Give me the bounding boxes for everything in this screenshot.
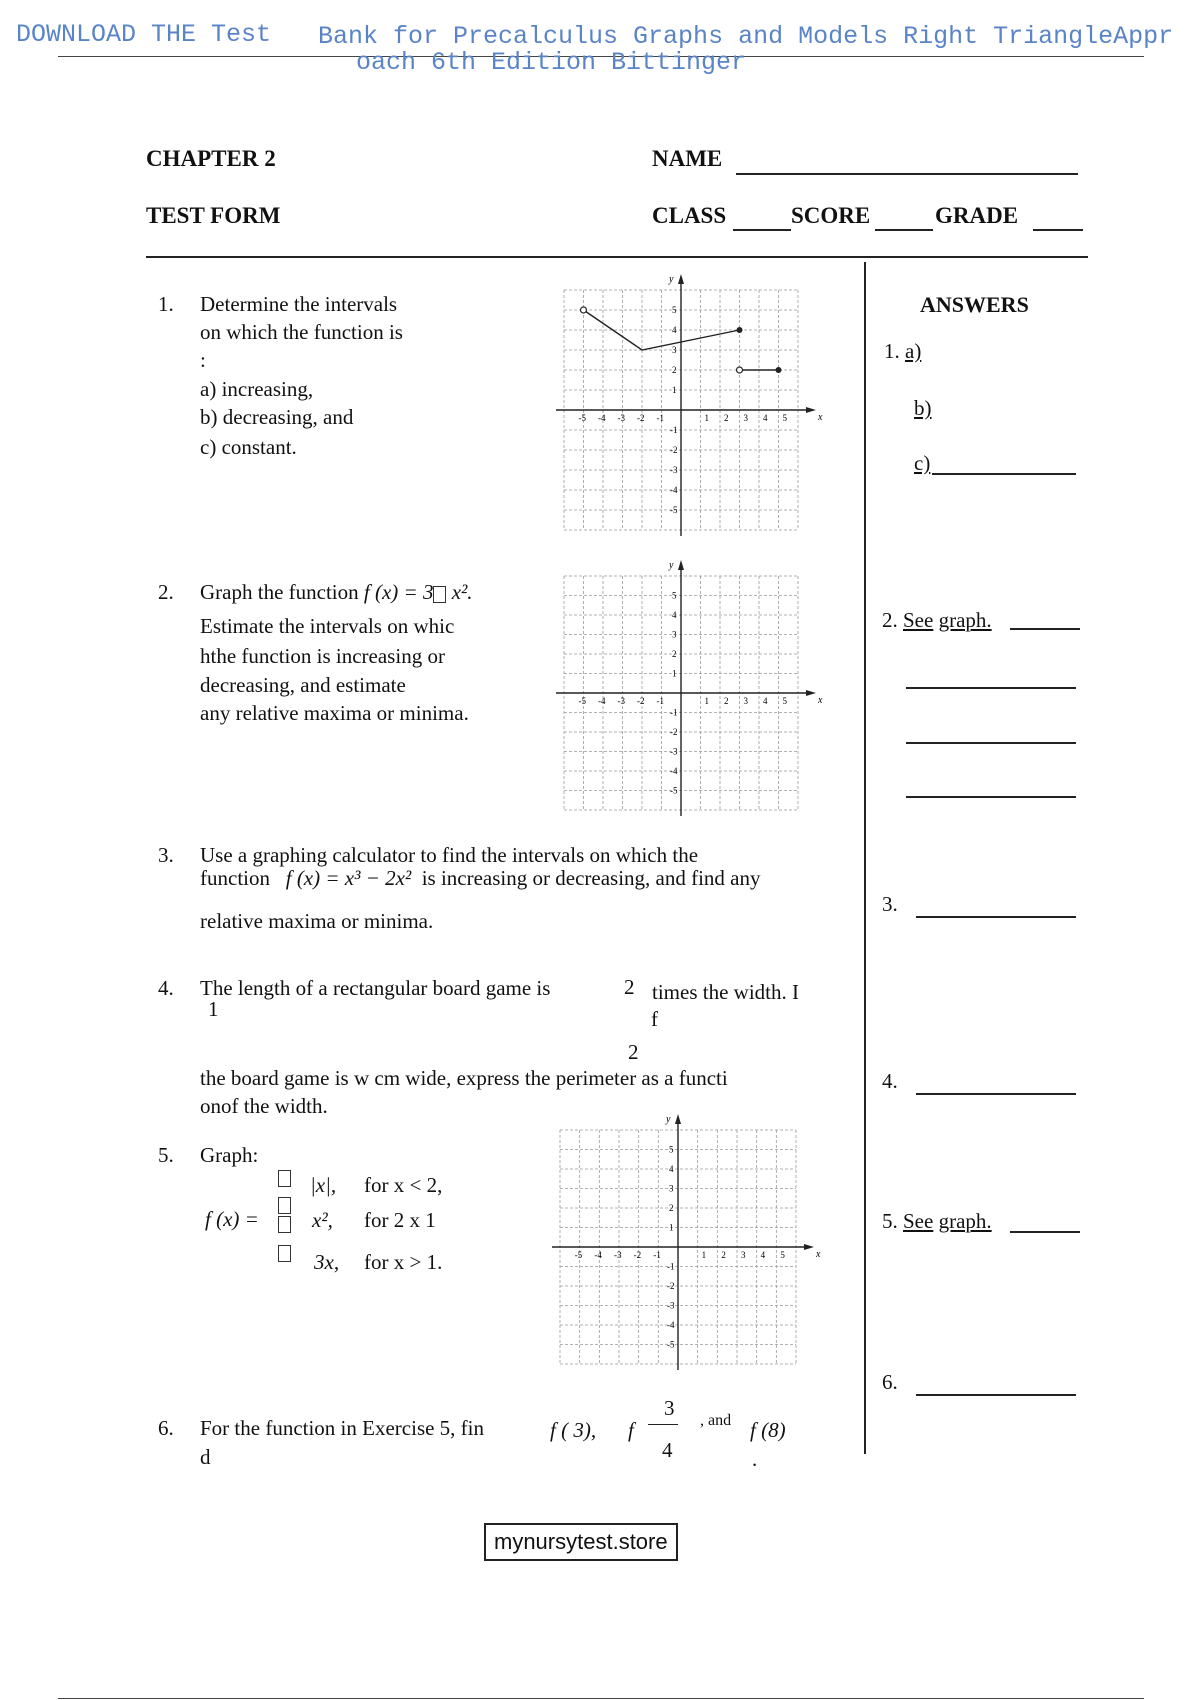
q1-open-endpoint: [737, 367, 743, 373]
y-tick-label: -2: [667, 1281, 675, 1291]
q5-case1-condition: for x < 2,: [364, 1173, 443, 1197]
x-tick-label: -1: [656, 413, 664, 423]
q1-number: 1.: [158, 292, 174, 316]
q2-line3: hthe function is increasing or: [200, 644, 445, 668]
q2-line5: any relative maxima or minima.: [200, 701, 469, 725]
y-tick-label: -3: [670, 746, 678, 757]
y-tick-label: 4: [669, 1164, 674, 1174]
q4-line1: The length of a rectangular board game is: [200, 976, 551, 1000]
class-label: CLASS: [652, 203, 727, 228]
q3-line2: [200, 866, 761, 891]
q6-line1-d: d: [200, 1445, 211, 1469]
x-axis-label: x: [816, 1249, 821, 1260]
answer-5-see: See: [903, 1209, 934, 1233]
y-tick-label: -4: [667, 1320, 675, 1330]
q2-line2: Estimate the intervals on whic: [200, 614, 455, 638]
q3-line2-end: is increasing or decreasing, and find any: [421, 866, 761, 890]
x-tick-label: -1: [656, 696, 664, 706]
q3-function: f (x) = x³ − 2x²: [285, 866, 412, 890]
q1-part-b: b) decreasing, and: [200, 405, 354, 429]
answer-2-number: 2.: [882, 608, 898, 632]
q6-fraction-bar: [648, 1424, 678, 1425]
watermark-box: mynursytest.store: [484, 1523, 678, 1561]
y-tick-label: -1: [670, 425, 678, 435]
answer-1c: [914, 451, 930, 476]
q6-line1: For the function in Exercise 5, fin: [200, 1416, 485, 1440]
q5-case2-expression: x²,: [312, 1208, 333, 1232]
y-tick-label: 2: [672, 649, 677, 659]
class-field[interactable]: [733, 229, 791, 231]
missing-glyph-icon: [278, 1197, 291, 1214]
x-tick-label: 1: [701, 1250, 707, 1260]
q5-case3-expression: 3x,: [314, 1250, 340, 1274]
answer-2-line-3[interactable]: [906, 742, 1076, 744]
q4-denominator-2: 2: [628, 1040, 639, 1064]
q3-line1: Use a graphing calculator to find the intervals on which the: [200, 843, 699, 867]
q5-label: Graph:: [200, 1143, 259, 1167]
y-tick-label: 2: [669, 1203, 674, 1213]
x-tick-label: 3: [743, 413, 748, 423]
x-tick-label: 4: [763, 696, 768, 706]
piecewise-brace-icon: [278, 1170, 291, 1262]
y-axis-arrow-icon: [678, 274, 684, 284]
y-tick-label: -3: [670, 465, 678, 475]
x-tick-label: 4: [760, 1250, 766, 1260]
q4-line3: onof the width.: [200, 1094, 328, 1118]
score-field[interactable]: [875, 229, 933, 231]
answer-1-number: 1.: [884, 339, 900, 363]
answer-2: [882, 608, 992, 633]
q4-fraction-numerator: 2: [624, 975, 635, 999]
answer-4-line[interactable]: [916, 1093, 1076, 1095]
x-tick-label: -4: [598, 696, 606, 706]
y-tick-label: -2: [670, 445, 678, 455]
test-form-label: TEST FORM: [146, 203, 281, 228]
q2-line1-text: Graph the function: [200, 580, 359, 604]
q3-line3: relative maxima or minima.: [200, 909, 434, 933]
x-axis-label: x: [818, 695, 823, 706]
answer-2-line-2[interactable]: [906, 687, 1076, 689]
q5-graph: [546, 1112, 828, 1374]
q5-case3-condition: for x > 1.: [364, 1250, 443, 1274]
answer-1c-label: c): [914, 451, 931, 475]
q3-line2-start: function: [200, 866, 270, 890]
y-tick-label: -3: [667, 1300, 675, 1311]
q4-line2: the board game is w cm wide, express the perimeter as a functi: [200, 1066, 728, 1090]
answer-5: [882, 1209, 992, 1234]
q6-f-of-8: f (8): [750, 1418, 786, 1442]
q1-line2: on which the function is: [200, 320, 403, 344]
x-axis-arrow-icon: [804, 1244, 814, 1250]
y-axis-arrow-icon: [675, 1114, 681, 1124]
y-tick-label: 4: [672, 325, 677, 335]
y-tick-label: 2: [672, 365, 677, 375]
y-axis-label: y: [669, 274, 674, 285]
y-tick-label: 1: [669, 1222, 674, 1233]
download-header-part2: Bank for Precalculus Graphs and Models Right TriangleAppr: [318, 22, 1174, 51]
x-tick-label: -3: [617, 413, 625, 423]
y-tick-label: 5: [672, 305, 677, 315]
q6-and: , and: [700, 1412, 732, 1429]
q4-fraction-denominator: 1: [208, 997, 219, 1021]
chapter-label: CHAPTER 2: [146, 146, 276, 171]
x-tick-label: -2: [637, 413, 645, 423]
q1-part-c: c) constant.: [200, 435, 297, 459]
y-tick-label: 4: [672, 610, 677, 620]
answer-6-line[interactable]: [916, 1394, 1076, 1396]
q6-f2: f: [628, 1418, 634, 1442]
missing-glyph-icon: [278, 1245, 291, 1262]
q4-number: 4.: [158, 976, 174, 1000]
y-tick-label: -5: [670, 785, 678, 796]
q2-line1: [200, 580, 473, 605]
download-header-part3: oach 6th Edition Bittinger: [356, 48, 747, 77]
q1-part-a: a) increasing,: [200, 377, 314, 401]
x-tick-label: 5: [782, 696, 787, 706]
x-tick-label: -5: [578, 696, 586, 706]
x-tick-label: -5: [578, 413, 586, 423]
answer-2-see: See: [903, 608, 934, 632]
q5-case1-expression: |x|,: [310, 1173, 337, 1197]
answer-5-line[interactable]: [1010, 1231, 1080, 1233]
q1-open-endpoint: [581, 307, 587, 313]
answer-6-number: 6.: [882, 1370, 898, 1394]
x-tick-label: 2: [721, 1250, 726, 1260]
answer-5-number: 5.: [882, 1209, 898, 1233]
answer-1c-line[interactable]: [932, 473, 1076, 475]
answer-1a: [884, 339, 921, 364]
y-tick-label: 3: [672, 345, 677, 355]
answer-3-line[interactable]: [916, 916, 1076, 918]
answer-2-line-4[interactable]: [906, 796, 1076, 798]
y-tick-label: 5: [672, 590, 677, 601]
q5-case2-condition: for 2 x 1: [364, 1208, 436, 1232]
x-tick-label: 5: [782, 413, 787, 423]
q6-frac-denominator: 4: [662, 1438, 673, 1462]
q1-closed-endpoint: [737, 327, 743, 333]
q1-line3: :: [200, 348, 206, 372]
y-tick-label: -2: [670, 727, 678, 737]
download-header-part1: DOWNLOAD THE Test: [16, 20, 272, 49]
missing-glyph-icon: [278, 1170, 291, 1187]
q6-frac-numerator: 3: [664, 1396, 675, 1420]
q6-number: 6.: [158, 1416, 174, 1440]
q6-period: .: [752, 1447, 758, 1471]
y-tick-label: 1: [672, 668, 677, 679]
answers-heading: ANSWERS: [920, 292, 1029, 317]
x-tick-label: -4: [598, 413, 606, 423]
answer-5-graph: graph.: [938, 1209, 992, 1233]
x-tick-label: -4: [594, 1250, 602, 1260]
y-tick-label: 3: [669, 1183, 674, 1194]
missing-glyph-icon: [278, 1216, 291, 1233]
q1-graph: [550, 272, 830, 540]
x-tick-label: 3: [741, 1250, 746, 1260]
x-tick-label: -3: [617, 696, 625, 706]
x-tick-label: 3: [743, 696, 748, 706]
missing-glyph-icon: [433, 586, 446, 603]
q4-f-letter: f: [651, 1007, 658, 1031]
x-tick-label: 5: [780, 1250, 785, 1260]
answer-1a-label: a): [905, 339, 922, 363]
y-tick-label: 3: [672, 629, 677, 640]
answer-2-line-1[interactable]: [1010, 628, 1080, 630]
y-axis-label: y: [669, 560, 674, 571]
y-axis-arrow-icon: [678, 560, 684, 570]
form-divider: [146, 256, 1088, 258]
y-tick-label: 1: [672, 385, 677, 395]
q6-f-of-neg3: f ( 3),: [550, 1418, 597, 1442]
grade-label: GRADE: [935, 203, 1019, 228]
q2-graph: [550, 558, 830, 820]
q2-line4: decreasing, and estimate: [200, 673, 406, 697]
answer-column-divider: [864, 262, 866, 1454]
answer-4-number: 4.: [882, 1069, 898, 1093]
y-tick-label: -1: [670, 707, 678, 718]
y-tick-label: -4: [670, 766, 678, 776]
q2-function-tail: x².: [451, 580, 473, 604]
q2-function: f (x) = 3: [363, 580, 434, 604]
x-tick-label: -2: [633, 1250, 642, 1260]
answer-1b: [914, 396, 932, 421]
q1-line1: Determine the intervals: [200, 292, 398, 316]
q5-fx: f (x) =: [205, 1207, 259, 1231]
name-field[interactable]: [736, 173, 1078, 175]
answer-1b-label: b): [914, 396, 932, 420]
x-tick-label: 2: [724, 413, 729, 423]
q5-number: 5.: [158, 1143, 174, 1167]
x-tick-label: 1: [704, 413, 709, 423]
x-tick-label: -1: [653, 1250, 661, 1260]
x-tick-label: 2: [724, 696, 729, 706]
x-tick-label: 1: [704, 696, 709, 706]
x-tick-label: 4: [763, 413, 768, 423]
y-tick-label: -5: [667, 1339, 675, 1350]
y-tick-label: 5: [669, 1144, 674, 1155]
answer-3-number: 3.: [882, 892, 898, 916]
score-label: SCORE: [791, 203, 871, 228]
x-axis-arrow-icon: [806, 690, 816, 696]
grade-field[interactable]: [1033, 229, 1083, 231]
y-tick-label: -5: [670, 505, 678, 515]
x-axis-arrow-icon: [806, 407, 816, 413]
x-tick-label: -5: [574, 1250, 583, 1260]
q1-closed-endpoint: [776, 367, 782, 373]
y-tick-label: -4: [670, 485, 678, 495]
y-axis-label: y: [666, 1114, 671, 1125]
q3-number: 3.: [158, 843, 174, 867]
footer-rule: [58, 1698, 1144, 1699]
q4-line1-end: times the width. I: [652, 980, 799, 1004]
answer-2-graph: graph.: [938, 608, 992, 632]
q2-number: 2.: [158, 580, 174, 604]
x-tick-label: -3: [614, 1250, 622, 1260]
y-tick-label: -1: [667, 1261, 675, 1272]
x-axis-label: x: [818, 412, 823, 423]
x-tick-label: -2: [637, 696, 645, 706]
name-label: NAME: [652, 146, 723, 171]
